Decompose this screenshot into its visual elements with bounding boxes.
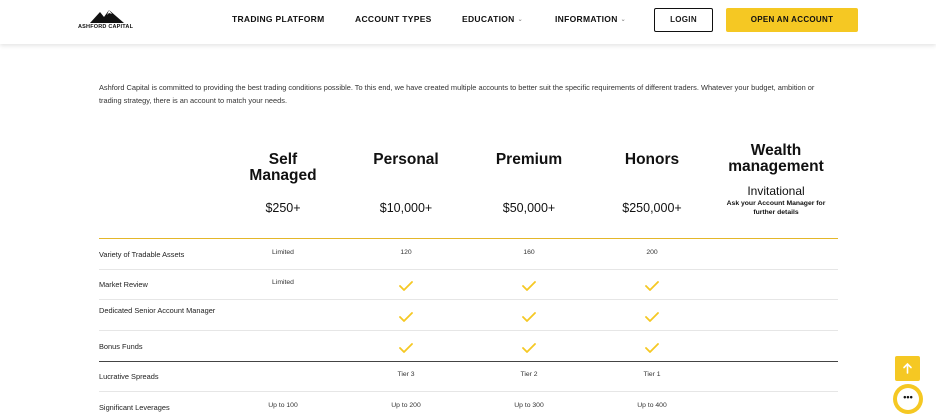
plan-note: Ask your Account Manager for further details bbox=[726, 200, 826, 216]
logo-text: ASHFORD CAPITAL bbox=[78, 24, 134, 30]
table-cell: 160 bbox=[523, 249, 535, 256]
open-account-button[interactable]: OPEN AN ACCOUNT bbox=[726, 8, 858, 32]
intro-text: Ashford Capital is committed to providing the best trading conditions possible. To this end, we have created multiple accounts to better suit the specific requirements of different traders. Whatever your budget, ambition or trading strategy, there is an account to match your needs. bbox=[99, 83, 815, 105]
plan-personal bbox=[344, 152, 468, 168]
plan-name: Honors bbox=[624, 151, 680, 168]
nav-education[interactable] bbox=[462, 14, 523, 24]
plan-wealth-management bbox=[714, 143, 838, 217]
row-divider bbox=[99, 330, 838, 331]
table-cell: Up to 200 bbox=[391, 402, 421, 409]
table-cell: Limited bbox=[272, 249, 294, 256]
check-icon bbox=[467, 278, 591, 296]
check-icon bbox=[590, 278, 714, 296]
nav-account-types[interactable] bbox=[355, 14, 432, 24]
plan-price: $10,000+ bbox=[379, 201, 433, 215]
row-divider bbox=[99, 391, 838, 392]
check-icon bbox=[590, 340, 714, 358]
plan-self-managed bbox=[221, 152, 345, 184]
nav-label: INFORMATION bbox=[555, 14, 618, 24]
table-cell: Limited bbox=[272, 279, 294, 286]
row-label: Market Review bbox=[99, 280, 148, 289]
table-cell: Up to 400 bbox=[637, 402, 667, 409]
row-label: Bonus Funds bbox=[99, 342, 143, 351]
row-divider bbox=[99, 269, 838, 270]
row-divider bbox=[99, 361, 838, 362]
row-label: Lucrative Spreads bbox=[99, 372, 159, 381]
check-icon bbox=[344, 309, 468, 327]
row-label: Dedicated Senior Account Manager bbox=[99, 306, 216, 315]
mountain-icon bbox=[90, 9, 124, 23]
plan-name: Wealth management bbox=[728, 142, 824, 175]
row-divider bbox=[99, 299, 838, 300]
plan-price: $50,000+ bbox=[502, 201, 556, 215]
logo[interactable] bbox=[78, 9, 136, 33]
table-cell: Up to 300 bbox=[514, 402, 544, 409]
table-top-divider bbox=[99, 238, 838, 239]
table-cell: 120 bbox=[400, 249, 412, 256]
nav-label: EDUCATION bbox=[462, 14, 515, 24]
check-icon bbox=[344, 340, 468, 358]
chevron-down-icon: ⌄ bbox=[620, 17, 626, 23]
table-cell: 200 bbox=[646, 249, 658, 256]
chat-button[interactable] bbox=[893, 384, 923, 414]
nav-label: ACCOUNT TYPES bbox=[355, 14, 432, 24]
table-cell: Tier 3 bbox=[397, 371, 415, 378]
check-icon bbox=[344, 278, 468, 296]
plan-price: $250,000+ bbox=[622, 201, 682, 215]
plan-honors bbox=[590, 152, 714, 168]
check-icon bbox=[590, 309, 714, 327]
table-cell: Up to 100 bbox=[268, 402, 298, 409]
chat-icon: ••• bbox=[897, 388, 919, 410]
check-icon bbox=[467, 340, 591, 358]
table-cell: Tier 1 bbox=[643, 371, 661, 378]
plan-price: $250+ bbox=[265, 201, 301, 215]
chevron-down-icon: ⌄ bbox=[517, 17, 523, 23]
plan-name: Premium bbox=[495, 151, 563, 168]
plan-name: Personal bbox=[373, 151, 439, 168]
plan-premium bbox=[467, 152, 591, 168]
check-icon bbox=[467, 309, 591, 327]
row-label: Significant Leverages bbox=[99, 403, 170, 412]
login-button[interactable]: LOGIN bbox=[654, 8, 713, 32]
site-header bbox=[0, 0, 936, 44]
row-label: Variety of Tradable Assets bbox=[99, 250, 185, 259]
plan-subtitle: Invitational bbox=[747, 184, 805, 198]
scroll-top-button[interactable] bbox=[895, 356, 920, 381]
arrow-up-icon bbox=[895, 356, 920, 381]
nav-label: TRADING PLATFORM bbox=[232, 14, 325, 24]
plan-name: Self Managed bbox=[249, 151, 317, 184]
table-cell: Tier 2 bbox=[520, 371, 538, 378]
nav-information[interactable] bbox=[555, 14, 626, 24]
nav-trading-platform[interactable] bbox=[232, 14, 324, 24]
